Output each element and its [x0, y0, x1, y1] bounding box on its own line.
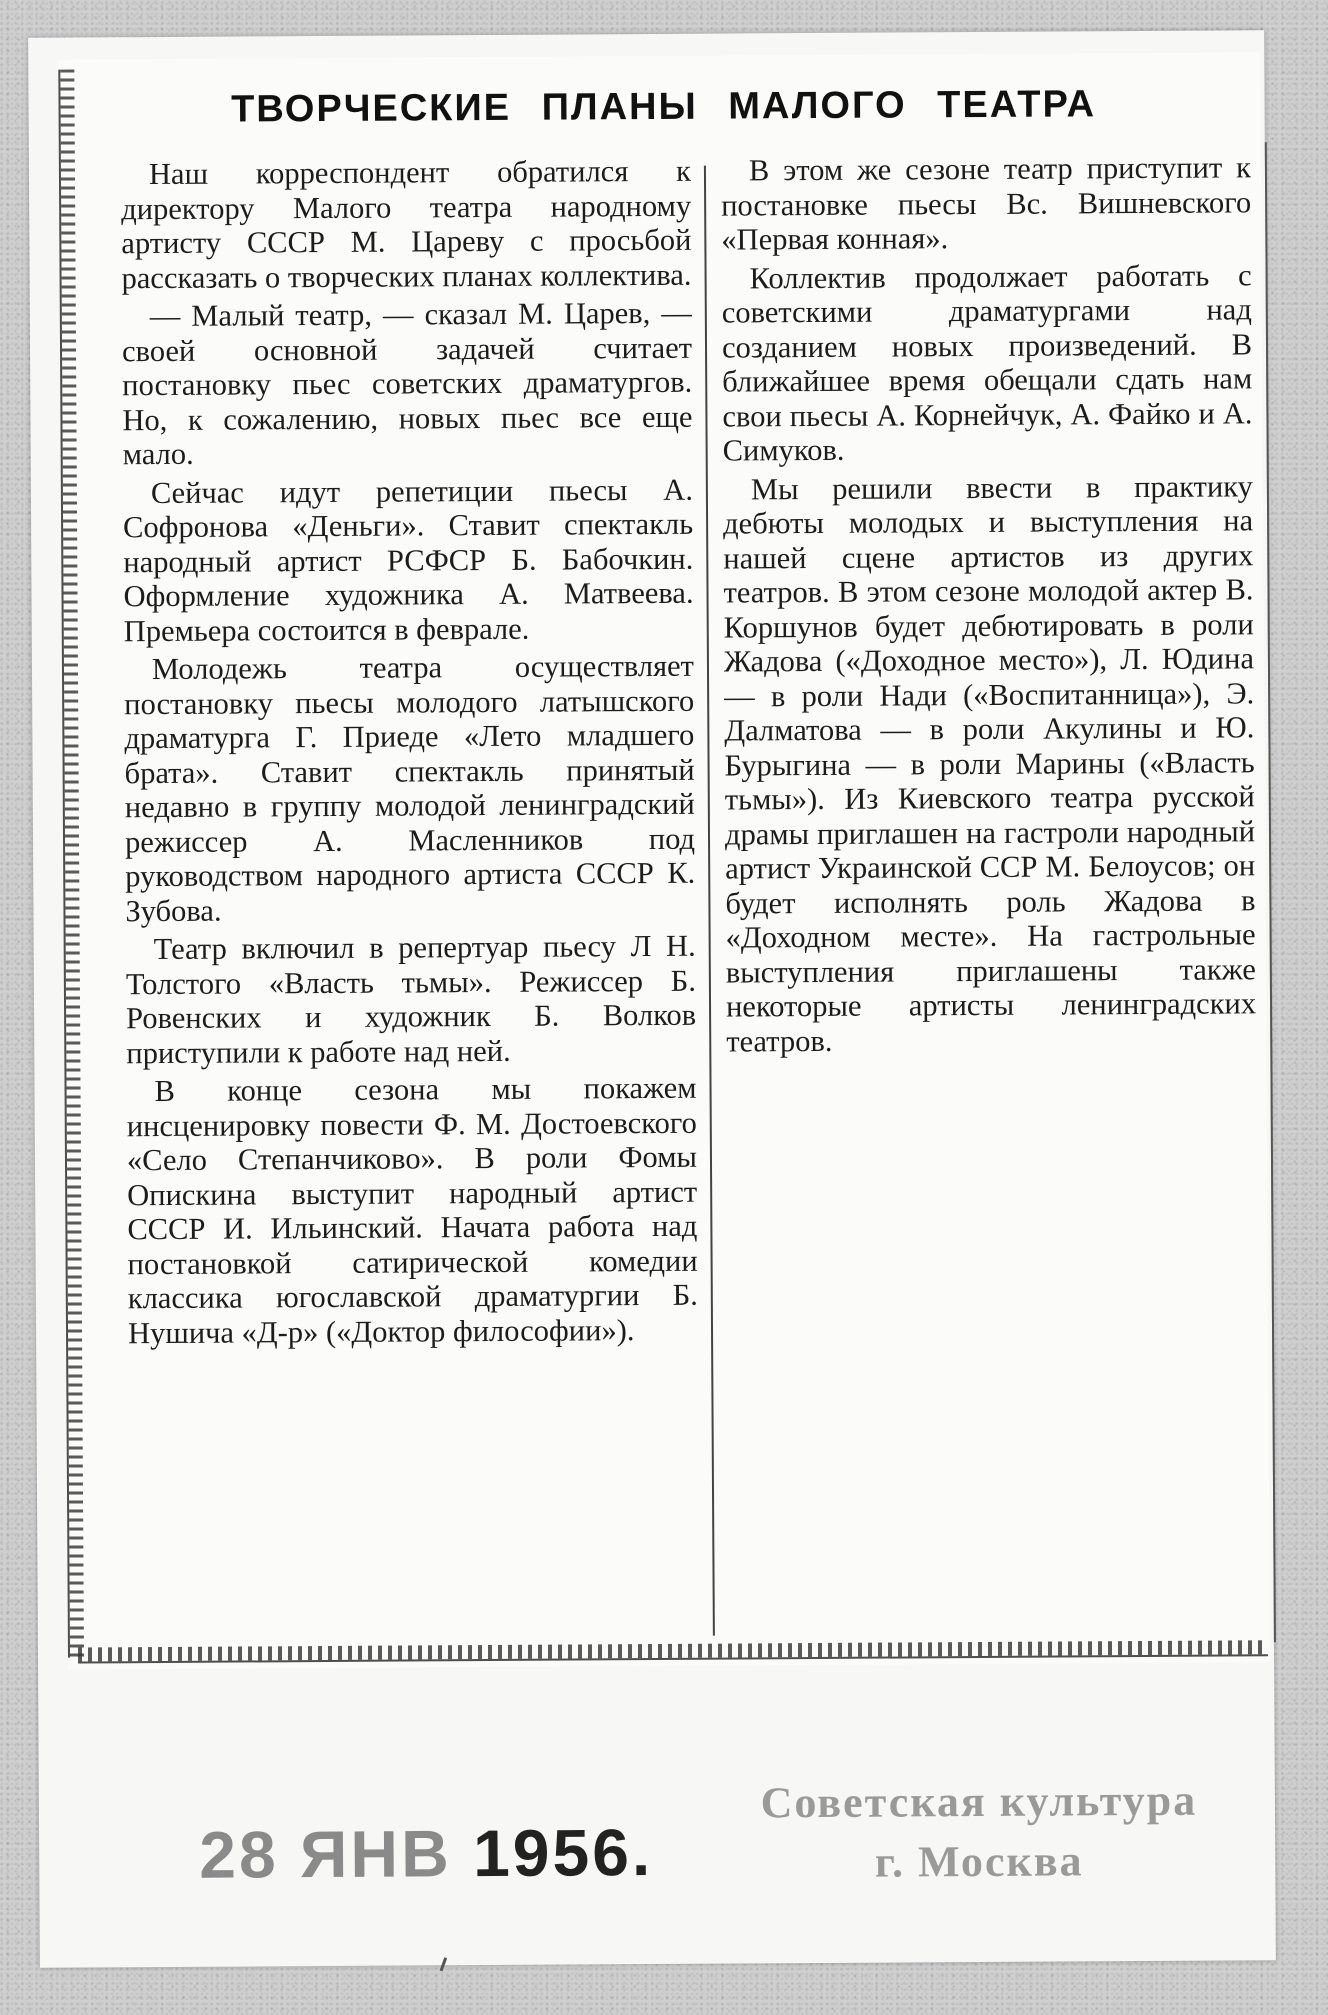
- column-divider: [704, 166, 715, 1636]
- paragraph: Молодежь театра осуществляет постановку пьесы молодого латышского драматурга Г. Приеде «Лето младшего брата». Ставит спектакль принятый недавно в группу молодой ленинградский режиссер А. Масленников под руководством народного артиста СССР К. Зубова.: [124, 648, 696, 928]
- clipping-border-left: [58, 70, 84, 1658]
- date-stamp: [199, 1814, 653, 1893]
- source-stamp-newspaper: Советская культура: [760, 1775, 1198, 1828]
- source-stamp: [739, 1771, 1220, 1894]
- article-column-right: [721, 150, 1257, 1062]
- paragraph: Коллектив продолжает работать с советскими драматургами над созданием новых произведений. В ближайшее время обещали сдать нам свои пьесы А. Корнейчук, А. Файко и А. Симуков.: [721, 257, 1253, 468]
- date-stamp-year: 1956.: [472, 1815, 654, 1891]
- newspaper-clipping: [58, 52, 1270, 1669]
- source-stamp-city: г. Москва: [874, 1836, 1084, 1887]
- date-stamp-day-month: 28 ЯНВ: [198, 1816, 452, 1892]
- column-edge-rule: [1265, 142, 1276, 1642]
- pencil-mark: [440, 1957, 448, 1971]
- paragraph: Театр включил в репертуар пьесу Л Н. Толстого «Власть тьмы». Режиссер Б. Ровенских и художник Б. Волков приступили к работе над ней.: [125, 928, 697, 1070]
- article-column-left: [121, 154, 698, 1354]
- paragraph: Наш корреспондент обратился к директору Малого театра народному артисту СССР М. Цареву с просьбой рассказать о творческих планах коллектива.: [121, 153, 692, 295]
- paragraph: В этом же сезоне театр приступит к постановке пьесы Вс. Вишневского «Первая конная».: [721, 150, 1252, 257]
- paragraph: В конце сезона мы покажем инсценировку повести Ф. М. Достоевского «Село Степанчиково». В роли Фомы Опискина выступит народный артист СССР И. Ильинский. Начата работа над постановкой сатирической комедии классика югославской драматургии Б. Нушича «Д-р» («Доктор философии»).: [126, 1070, 698, 1350]
- paragraph: Сейчас идут репетиции пьесы А. Софронова «Деньги». Ставит спектакль народный артист РСФСР Б. Бабочкин. Оформление художника А. Матвеева. Премьера состоится в феврале.: [123, 472, 694, 648]
- paragraph: — Малый театр, — сказал М. Царев, — своей основной задачей считает постановку пьес советских драматургов. Но, к сожалению, новых пьес все еще мало.: [121, 295, 693, 472]
- paper-sheet: [28, 30, 1276, 1968]
- clipping-border-bottom: [78, 1640, 1268, 1663]
- article-headline: ТВОРЧЕСКИЕ ПЛАНЫ МАЛОГО ТЕАТРА: [231, 83, 1097, 131]
- paragraph: Мы решили ввести в практику дебюты молодых и выступления на нашей сцене артистов из других театров. В этом сезоне молодой актер В. Коршунов будет дебютировать в роли Жадова («Доходное место»), Л. Юдина — в роли Нади («Воспитанница»), Э. Далматова — в роли Акулины и Ю. Бурыгина — в роли Марины («Власть тьмы»). Из Киевского театра русской драмы приглашен на гастроли народный артист Украинской ССР М. Белоусов; он будет исполнять роль Жадова в «Доходном месте». На гастрольные выступления приглашены также некоторые артисты ленинградских театров.: [722, 468, 1257, 1059]
